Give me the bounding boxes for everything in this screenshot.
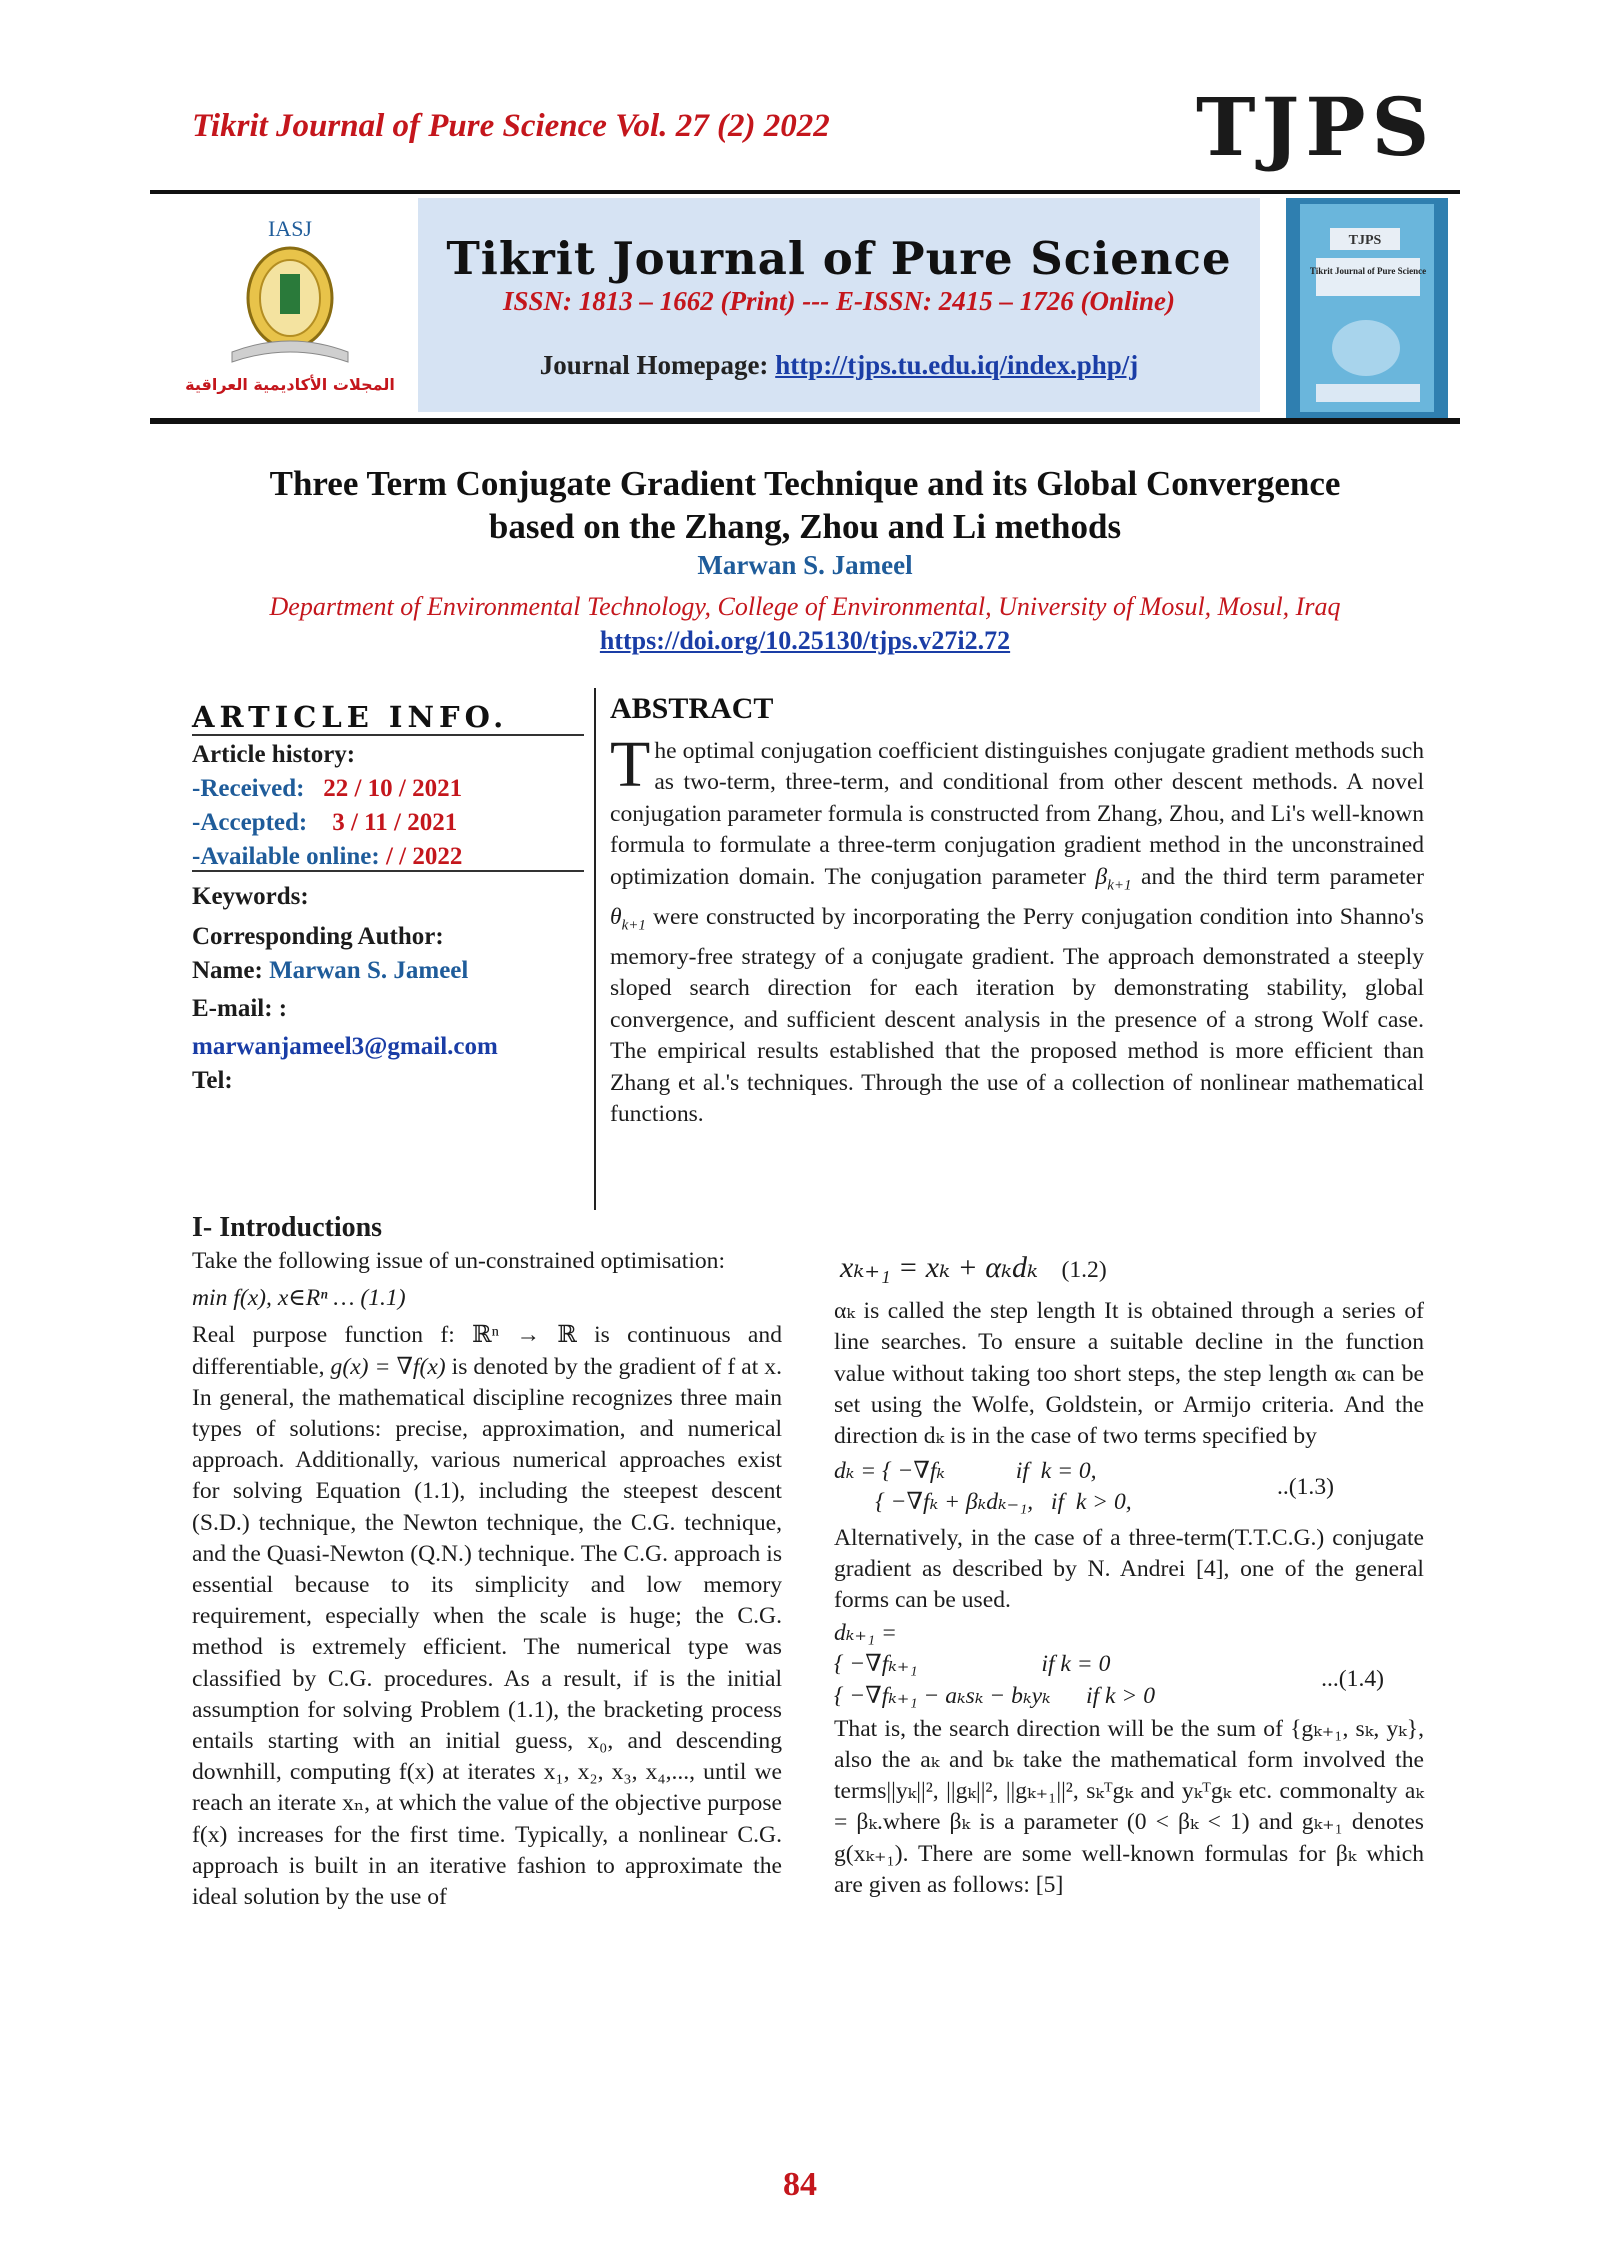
tel-label: Tel: bbox=[192, 1067, 233, 1094]
section-heading: I- Introductions bbox=[192, 1212, 383, 1243]
running-head: Tikrit Journal of Pure Science Vol. 27 (2) 2022 bbox=[192, 108, 830, 144]
intro-paragraph-5: That is, the search direction will be the sum of {gₖ₊₁, sₖ, yₖ}, also the aₖ and bₖ take the mathematical form involved the terms||yₖ||², ||gₖ||², ||gₖ₊₁||², sₖᵀgₖ and yₖᵀgₖ etc. commonalty aₖ = βₖ.where βₖ is a parameter (0 < βₖ < 1) and gₖ₊₁ denotes g(xₖ₊₁). There are some well-known formulas for βₖ which are given as follows: [5] bbox=[834, 1715, 1424, 1898]
equation-1-2-number: (1.2) bbox=[1061, 1257, 1107, 1283]
intro-left-column bbox=[192, 1246, 782, 1913]
equation-1-2-row bbox=[840, 1252, 1424, 1286]
intro-paragraph-4: Alternatively, in the case of a three-term(T.T.C.G.) conjugate gradient as described by N. Andrei [4], one of the general forms can be used. bbox=[834, 1524, 1424, 1614]
article-info bbox=[192, 738, 592, 1098]
iasj-logo bbox=[172, 212, 408, 398]
equation-1-2: xₖ₊₁ = xₖ + αₖdₖ bbox=[840, 1251, 1038, 1284]
available-date: / / 2022 bbox=[379, 843, 463, 870]
doi-link[interactable]: https://doi.org/10.25130/tjps.v27i2.72 bbox=[599, 626, 1011, 655]
received-label: -Received: bbox=[192, 775, 305, 802]
affiliation: Department of Environmental Technology, College of Environmental, University of Mosul, Mosul, Iraq bbox=[269, 592, 1341, 621]
accepted-row bbox=[192, 806, 592, 840]
intro-paragraph-3: αₖ is called the step length It is obtained through a series of line searches. To ensure a suitable decline in the function value without taking too short steps, the step length αₖ can be set using the Wolfe, Goldstein, or Armijo criteria. And the direction dₖ is in the case of two terms specified by bbox=[834, 1298, 1424, 1450]
iasj-arabic-label: المجلات الأكاديمية العراقية bbox=[185, 375, 395, 394]
history-label: Article history: bbox=[192, 741, 356, 768]
info-rule bbox=[192, 734, 584, 736]
email-label: E-mail: : bbox=[192, 995, 288, 1022]
cover-title: Tikrit Journal of Pure Science bbox=[1309, 266, 1427, 276]
tjps-logo: TJPS bbox=[1196, 80, 1436, 174]
issn-line: ISSN: 1813 – 1662 (Print) --- E-ISSN: 2415 – 1726 (Online) bbox=[502, 286, 1176, 316]
author-name: Marwan S. Jameel bbox=[697, 550, 913, 580]
equation-1-4-line-b: { −∇fₖ₊₁ if k = 0 bbox=[834, 1651, 1111, 1678]
top-rule bbox=[150, 190, 1460, 194]
iasj-label: IASJ bbox=[267, 216, 313, 241]
abstract-text-a: he optimal conjugation coefficient distinguishes conjugate gradient methods such as two-term, three-term, and conditional from other descent methods. A novel conjugation parameter formula is constructed from Zhang, Zhou, and Li's well-known formula to formulate a three-term conjugation gradient method in the unconstrained optimization domain. The conjugation parameter bbox=[610, 738, 1424, 890]
available-row bbox=[192, 840, 592, 874]
theta-symbol: θ bbox=[610, 903, 622, 930]
homepage-label: Journal Homepage: bbox=[539, 350, 776, 380]
equation-1-3-number: ..(1.3) bbox=[1276, 1474, 1334, 1501]
abstract-text-c: were constructed by incorporating the Perry conjugation condition into Shanno's memory-free strategy of a conjugate gradient. The approach demonstrated a steeply sloped search direction for each iteration by demonstrating stability, global convergence, and sufficient descent analysis in the presence of a strong Wolf case. The empirical results established that the proposed method is more efficient than Zhang et al.'s techniques. Through the use of a collection of nonlinear mathematical functions. bbox=[610, 903, 1424, 1127]
intro-paragraph-2 bbox=[192, 1320, 782, 1913]
title-line-2: based on the Zhang, Zhou and Li methods bbox=[488, 507, 1122, 546]
received-row bbox=[192, 772, 592, 806]
beta-symbol: β bbox=[1095, 863, 1108, 890]
received-date: 22 / 10 / 2021 bbox=[323, 775, 463, 802]
journal-name: Tikrit Journal of Pure Science bbox=[446, 232, 1232, 285]
column-separator bbox=[594, 688, 596, 1210]
accepted-label: -Accepted: bbox=[192, 809, 308, 836]
intro-right-column bbox=[834, 1246, 1424, 1901]
equation-1-4 bbox=[834, 1618, 1424, 1712]
intro-paragraph-2b: is denoted by the gradient of f at x. In general, the mathematical discipline recognizes three main types of solutions: precise, approximation, and numerical approach. Additionally, various numerical approaches exist for solving Equation (1.1), including the steepest descent (S.D.) technique, the Newton technique, the C.G. technique, and the Quasi-Newton (Q.N.) technique. The C.G. approach is essential because to its simplicity and low memory requirement, especially when the scale is huge; the C.G. method is extremely efficient. The numerical type was classified by C.G. procedures. As a result, if is the initial assumption for solving Problem (1.1), the bracketing process entails starting with an initial guess, x₀, and descending downhill, computing f(x) at iterates x₁, x₂, x₃, x₄,..., until we reach an iterate xₙ, at which the value of the objective purpose f(x) increases for the first time. Typically, a nonlinear C.G. approach is built in an iterative fashion to approximate the ideal solution by the use of bbox=[192, 1353, 782, 1911]
homepage-link[interactable]: http://tjps.tu.edu.iq/index.php/j bbox=[775, 350, 1139, 380]
gradient-equation: g(x) = ∇f(x) bbox=[330, 1353, 446, 1380]
doi bbox=[150, 626, 1460, 656]
equation-1-3 bbox=[834, 1456, 1424, 1518]
available-label: -Available online: bbox=[192, 843, 380, 870]
name-value: Marwan S. Jameel bbox=[269, 957, 469, 984]
abstract-heading: ABSTRACT bbox=[610, 692, 774, 725]
cover-label: TJPS bbox=[1348, 233, 1382, 248]
email-value[interactable]: marwanjameel3@gmail.com bbox=[192, 1033, 498, 1060]
journal-cover-image bbox=[1286, 198, 1448, 418]
abstract-text-b: and the third term parameter bbox=[1131, 863, 1424, 890]
accepted-date: 3 / 11 / 2021 bbox=[332, 809, 458, 836]
equation-1-4-line-a: dₖ₊₁ = bbox=[834, 1620, 897, 1647]
name-label: Name: bbox=[192, 957, 270, 984]
page-number: 84 bbox=[783, 2166, 817, 2203]
equation-1-3-line-b: { −∇fₖ + βₖdₖ₋₁, if k > 0, bbox=[834, 1489, 1132, 1516]
bottom-rule bbox=[150, 418, 1460, 424]
equation-1-3-line-a: dₖ = { −∇fₖ if k = 0, bbox=[834, 1458, 1097, 1485]
abstract-body: The optimal conjugation coefficient distinguishes conjugate gradient methods such as two-term, three-term, and conditional from other descent methods. A novel conjugation parameter formula is constructed from Zhang, Zhou, and Li's well-known formula to formulate a three-term conjugation gradient method in the unconstrained optimization domain. The conjugation parameter $\beta_{k+1}$ and the third term parameter $\theta_{k+1}$ were constructed by incorporating the Perry conjugation condition into Shanno's memory-free strategy of a conjugate gradient. The approach demonstrated a steeply sloped search direction for each iteration by demonstrating stability, global convergence, and sufficient descent analysis in the presence of a strong Wolf case. The empirical results established that the proposed method is more efficient than Zhang et al.'s techniques. Through the use of a collection of nonlinear mathematical functions. bbox=[610, 728, 1424, 1127]
title-line-1: Three Term Conjugate Gradient Technique and its Global Convergence bbox=[269, 464, 1341, 503]
keywords-label: Keywords: bbox=[192, 883, 309, 910]
name-row bbox=[192, 954, 592, 988]
corresponding-label: Corresponding Author: bbox=[192, 923, 444, 950]
intro-paragraph-1: Take the following issue of un-constrained optimisation: bbox=[192, 1248, 726, 1274]
equation-1-1: min f(x), x∈Rⁿ … (1.1) bbox=[192, 1285, 406, 1312]
paper-title bbox=[150, 462, 1460, 548]
abstract-dropcap: T bbox=[610, 728, 651, 801]
journal-homepage bbox=[418, 350, 1260, 381]
equation-1-4-number: ...(1.4) bbox=[1321, 1666, 1384, 1693]
article-info-heading: ARTICLE INFO. bbox=[192, 700, 509, 734]
equation-1-4-line-c: { −∇fₖ₊₁ − aₖsₖ − bₖyₖ if k > 0 bbox=[834, 1682, 1156, 1709]
intro-paragraph-2a: Real purpose function f: ℝⁿ → ℝ is continuous and differentiable, bbox=[192, 1322, 782, 1380]
